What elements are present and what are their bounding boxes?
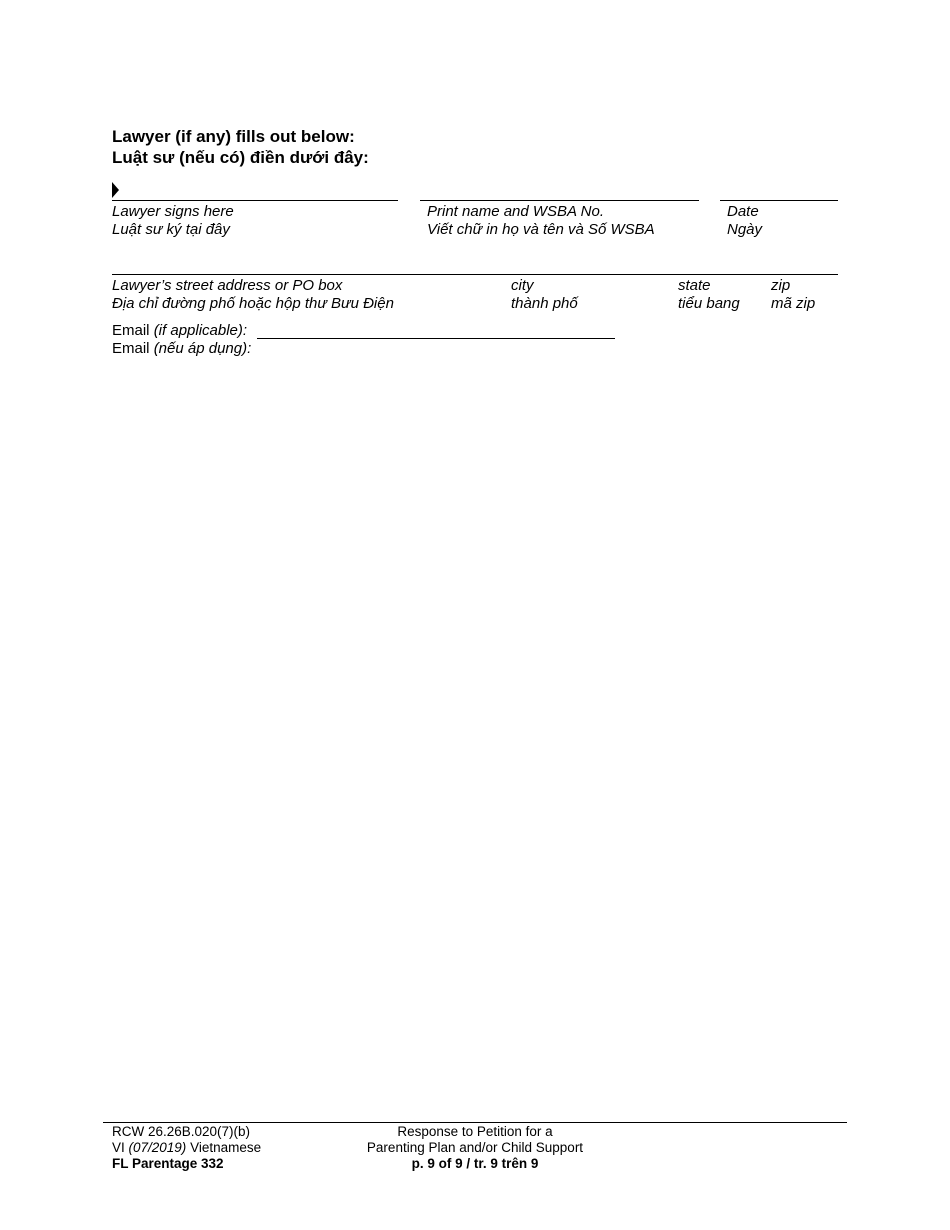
email-label	[112, 322, 251, 358]
footer-title-line1: Response to Petition for a	[397, 1124, 553, 1139]
zip-label-vi: mã zip	[771, 295, 816, 312]
footer-version-prefix: VI	[112, 1140, 129, 1155]
footer-version-lang: Vietnamese	[186, 1140, 262, 1155]
date-label-en: Date	[727, 203, 759, 220]
footer-version	[112, 1140, 261, 1156]
print-name-label-vi: Viết chữ in họ và tên và Số WSBA	[427, 221, 655, 238]
footer-title-line2: Parenting Plan and/or Child Support	[366, 1140, 584, 1155]
footer-version-date: (07/2019)	[128, 1140, 187, 1155]
state-label-en: state	[678, 277, 711, 294]
footer-left	[112, 1124, 261, 1172]
street-address-label-vi: Địa chỉ đường phố hoặc hộp thư Bưu Điện	[112, 295, 394, 312]
heading-vietnamese: Luật sư (nếu có) điền dưới đây:	[112, 148, 369, 167]
lawyer-signs-label	[112, 203, 234, 239]
heading-english: Lawyer (if any) fills out below:	[112, 127, 355, 146]
email-field[interactable]	[257, 338, 615, 339]
footer-page-number: p. 9 of 9 / tr. 9 trên 9	[411, 1156, 539, 1171]
field-marker-icon	[112, 182, 119, 198]
footer-center	[335, 1124, 615, 1172]
section-heading	[112, 126, 369, 168]
street-address-label-en: Lawyer’s street address or PO box	[112, 277, 343, 294]
date-line[interactable]	[720, 200, 838, 201]
city-label	[511, 277, 578, 313]
print-name-wsba-line[interactable]	[420, 200, 699, 201]
email-prefix-en: Email	[112, 322, 154, 339]
city-label-en: city	[511, 277, 534, 294]
zip-label	[771, 277, 815, 313]
email-label-en	[112, 322, 251, 340]
city-label-vi: thành phố	[511, 295, 578, 312]
street-address-label	[112, 277, 394, 313]
footer-rcw: RCW 26.26B.020(7)(b)	[112, 1124, 251, 1139]
email-note-en: (if applicable):	[153, 322, 248, 339]
address-line[interactable]	[112, 274, 838, 275]
date-label	[727, 203, 762, 239]
print-name-label	[427, 203, 655, 239]
date-label-vi: Ngày	[727, 221, 763, 238]
print-name-label-en: Print name and WSBA No.	[427, 203, 605, 220]
state-label	[678, 277, 740, 313]
zip-label-en: zip	[771, 277, 791, 294]
lawyer-signs-label-en: Lawyer signs here	[112, 203, 234, 220]
email-prefix-vi: Email	[112, 340, 154, 357]
footer-form-id: FL Parentage 332	[112, 1156, 224, 1171]
email-label-vi	[112, 340, 251, 358]
lawyer-signature-line[interactable]	[112, 200, 398, 201]
email-note-vi: (nếu áp dụng):	[153, 340, 252, 357]
lawyer-signs-label-vi: Luật sư ký tại đây	[112, 221, 230, 238]
footer-divider	[103, 1122, 847, 1123]
state-label-vi: tiểu bang	[678, 295, 740, 312]
